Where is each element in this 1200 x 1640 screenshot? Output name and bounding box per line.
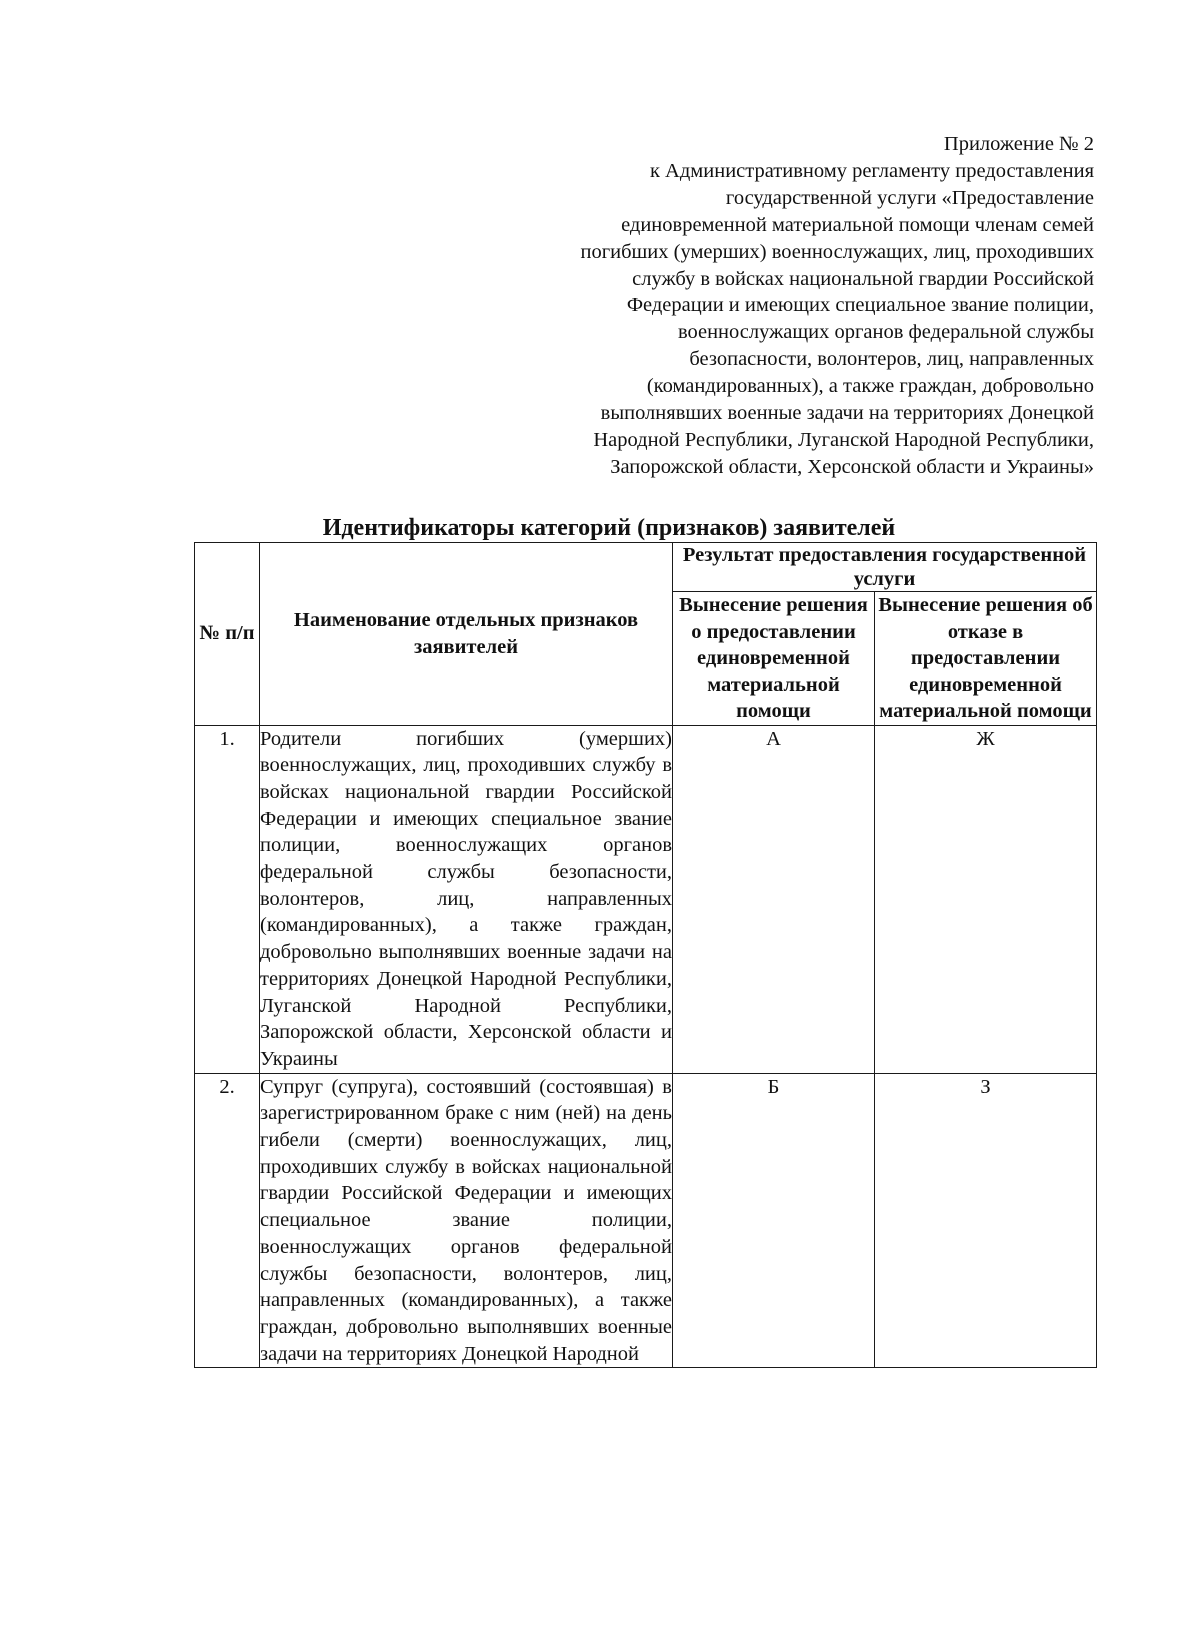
header-line: Приложение № 2 — [943, 133, 1094, 155]
header-line: безопасности, волонтеров, лиц, направленных — [689, 348, 1094, 371]
header-line: службу в войсках национальной гвардии Российской — [632, 267, 1094, 290]
applicant-categories-table — [194, 542, 1097, 1368]
header-grant: Вынесение решения о предоставлении единовременной материальной помощи — [673, 592, 875, 726]
header-line: (командированных), а также граждан, добровольно — [646, 375, 1094, 398]
header-line: погибших (умерших) военнослужащих, лиц, проходивших — [580, 240, 1094, 263]
header-line: Федерации и имеющих специальное звание полиции, — [626, 294, 1094, 317]
header-refuse: Вынесение решения об отказе в предоставлении единовременной материальной помощи — [875, 592, 1097, 726]
header-line: к Административному регламенту предоставления — [649, 159, 1094, 182]
table-row — [195, 1073, 1097, 1368]
table-title: Идентификаторы категорий (признаков) заявителей — [322, 515, 896, 541]
table-header-row — [195, 543, 1097, 592]
header-result: Результат предоставления государственной услуги — [673, 543, 1097, 592]
row-refuse-code: З — [875, 1073, 1097, 1368]
header-name: Наименование отдельных признаков заявителей — [260, 543, 673, 726]
row-text: Супруг (супруга), состоявший (состоявшая) в зарегистрированном браке с ним (ней) на день гибели (смерти) военнослужащих, лиц, проходивших службу в войсках национальной гвардии Российской Федерации и имеющих специальное звание полиции, военнослужащих органов федеральной службы безопасности, волонтеров, лиц, направленных (командированных), а также граждан, добровольно выполнявших военные задачи на территориях Донецкой Народной — [260, 1073, 673, 1368]
row-number: 2. — [195, 1073, 260, 1368]
header-line: выполнявших военные задачи на территориях Донецкой — [600, 402, 1094, 425]
appendix-header — [474, 131, 1094, 481]
header-line: военнослужащих органов федеральной службы — [677, 321, 1094, 344]
table-row — [195, 725, 1097, 1073]
row-grant-code: Б — [673, 1073, 875, 1368]
row-text: Родители погибших (умерших) военнослужащих, лиц, проходивших службу в войсках национальной гвардии Российской Федерации и имеющих специальное звание полиции, военнослужащих органов федеральной службы безопасности, волонтеров, лиц, направленных (командированных), а также граждан, добровольно выполнявших военные задачи на территориях Донецкой Народной Республики, Луганской Народной Республики, Запорожской области, Херсонской области и Украины — [260, 725, 673, 1073]
header-num: № п/п — [195, 543, 260, 726]
header-line: единовременной материальной помощи членам семей — [621, 213, 1094, 236]
header-line: государственной услуги «Предоставление — [725, 186, 1094, 209]
header-line: Запорожской области, Херсонской области и Украины» — [610, 455, 1094, 478]
header-line: Народной Республики, Луганской Народной Республики, — [593, 428, 1094, 451]
row-number: 1. — [195, 725, 260, 1073]
row-grant-code: А — [673, 725, 875, 1073]
row-refuse-code: Ж — [875, 725, 1097, 1073]
